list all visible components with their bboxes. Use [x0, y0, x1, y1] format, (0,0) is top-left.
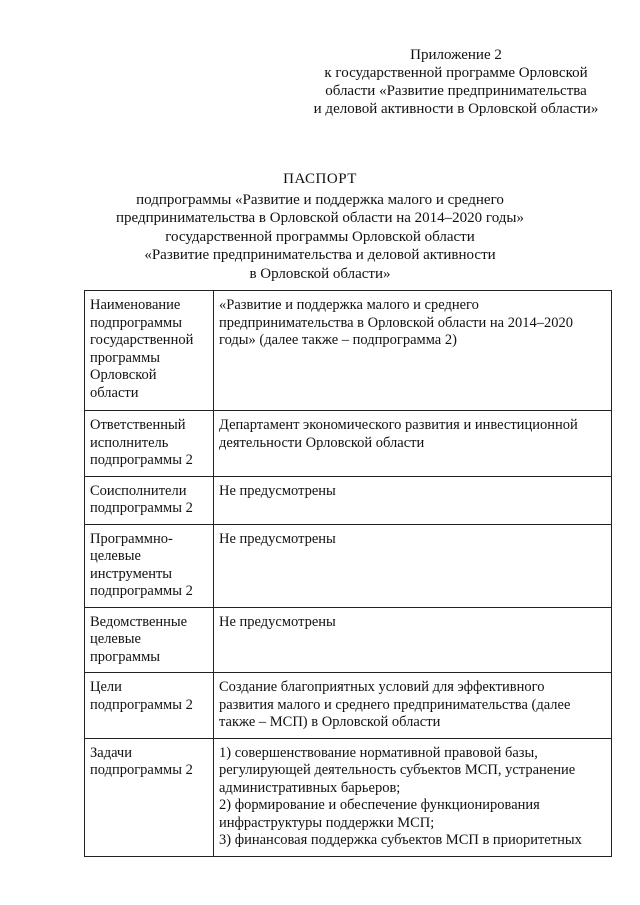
- table-row: [85, 291, 612, 411]
- table-row: [85, 673, 612, 739]
- row-label: Ведомственные целевые программы: [85, 607, 214, 673]
- passport-subtitle-line: государственной программы Орловской области: [165, 228, 475, 245]
- row-label: Ответственный исполнитель подпрограммы 2: [85, 411, 214, 477]
- row-value: Не предусмотрены: [214, 524, 612, 607]
- appendix-line: и деловой активности в Орловской области»: [313, 101, 599, 117]
- passport-subtitle-line: подпрограммы «Развитие и поддержка малого и среднего: [136, 191, 504, 208]
- row-value: Департамент экономического развития и инвестиционной деятельности Орловской области: [214, 411, 612, 477]
- row-value: Не предусмотрены: [214, 607, 612, 673]
- row-label: Задачи подпрограммы 2: [85, 738, 214, 856]
- row-value: 1) совершенствование нормативной правовой базы, регулирующей деятельность субъектов МСП, устранение административных барьеров; 2) формирование и обеспечение функционирования инфраструктуры поддержки МСП; 3) финансовая поддержка субъектов МСП в приоритетных: [214, 738, 612, 856]
- row-value: Создание благоприятных условий для эффективного развития малого и среднего предпринимательства (далее также – МСП) в Орловской области: [214, 673, 612, 739]
- appendix-header: [300, 46, 612, 118]
- passport-title: ПАСПОРТ: [283, 171, 357, 187]
- table-row: [85, 738, 612, 856]
- row-label: Цели подпрограммы 2: [85, 673, 214, 739]
- table-row: [85, 607, 612, 673]
- row-value: Не предусмотрены: [214, 476, 612, 524]
- table-row: [85, 411, 612, 477]
- passport-table: [84, 290, 612, 857]
- row-label: Соисполнители подпрограммы 2: [85, 476, 214, 524]
- passport-heading: [100, 170, 540, 283]
- passport-subtitle-line: в Орловской области»: [249, 265, 391, 282]
- row-label: Программно- целевые инструменты подпрограммы 2: [85, 524, 214, 607]
- passport-subtitle-line: предпринимательства в Орловской области на 2014–2020 годы»: [116, 210, 524, 226]
- row-label: Наименование подпрограммы государственной программы Орловской области: [85, 291, 214, 411]
- appendix-line: области «Развитие предпринимательства: [325, 83, 587, 99]
- row-value: «Развитие и поддержка малого и среднего предпринимательства в Орловской области на 2014–2020 годы» (далее также – подпрограмма 2): [214, 291, 612, 411]
- passport-subtitle-line: «Развитие предпринимательства и деловой активности: [144, 247, 496, 263]
- table-row: [85, 476, 612, 524]
- appendix-line: Приложение 2: [410, 47, 502, 63]
- table-row: [85, 524, 612, 607]
- appendix-line: к государственной программе Орловской: [324, 65, 588, 81]
